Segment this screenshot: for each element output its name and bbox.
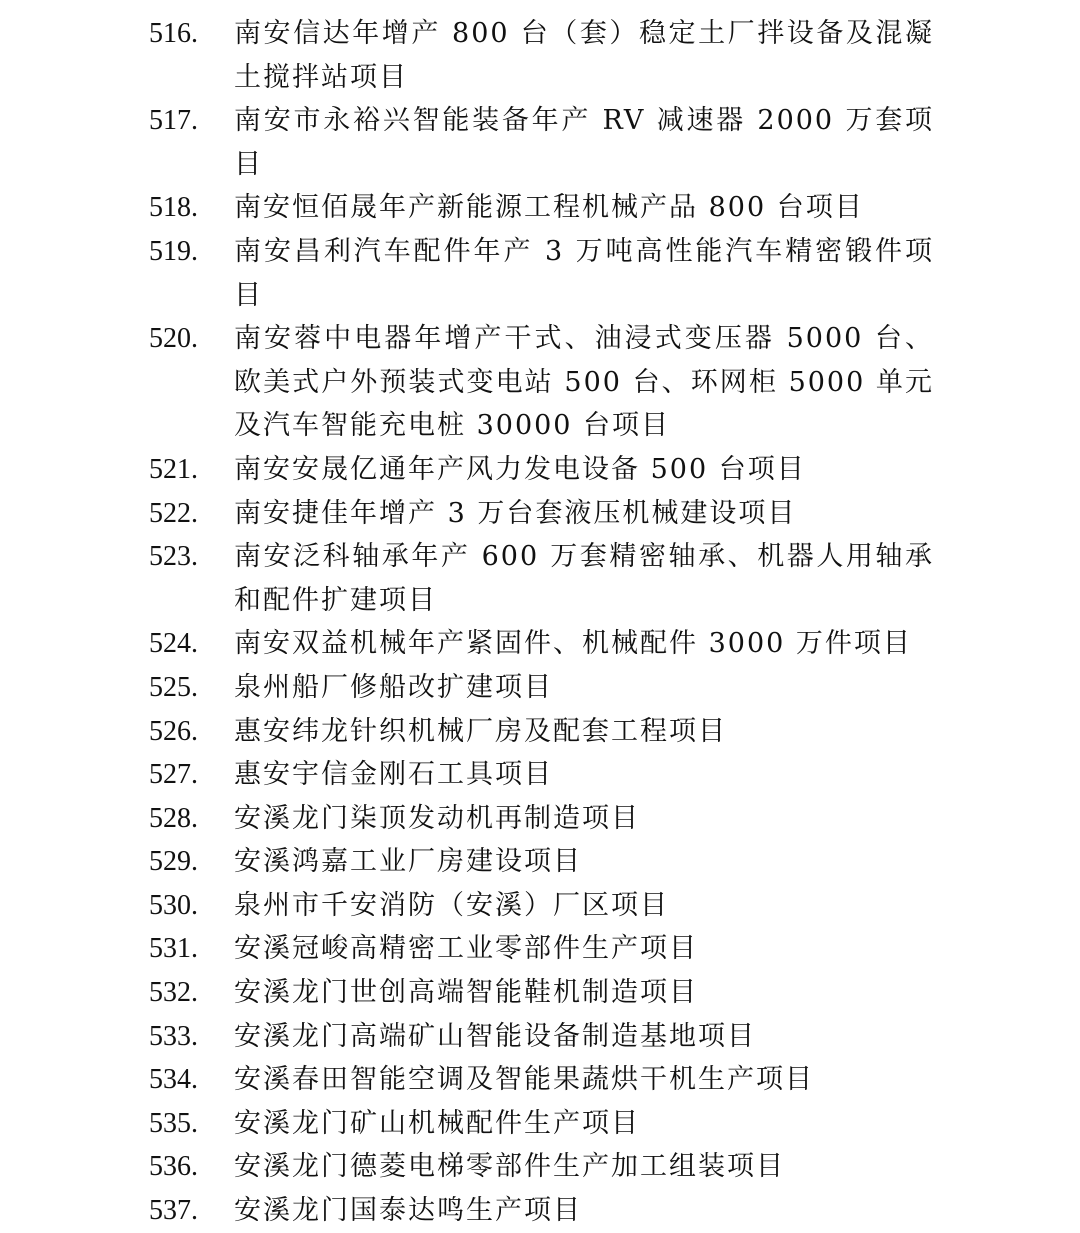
list-item — [0, 230, 1080, 317]
item-text: 南安安晟亿通年产风力发电设备 500 台项目 — [234, 453, 806, 485]
item-number: 516. — [149, 18, 198, 49]
list-item — [0, 492, 1080, 536]
item-number: 530. — [149, 889, 198, 921]
list-item — [0, 971, 1080, 1015]
item-number: 523. — [149, 541, 198, 573]
list-item — [0, 448, 1080, 492]
item-text: 南安泛科轴承年产 600 万套精密轴承、机器人用轴承和配件扩建项目 — [234, 541, 934, 616]
item-number: 529. — [149, 846, 198, 878]
item-number: 532. — [149, 977, 198, 1009]
item-number: 520. — [149, 323, 198, 355]
item-number: 522. — [149, 497, 198, 529]
item-text: 安溪冠峻高精密工业零部件生产项目 — [234, 933, 698, 965]
list-item — [0, 710, 1080, 754]
item-text: 惠安纬龙针织机械厂房及配套工程项目 — [234, 715, 727, 747]
item-text: 安溪龙门高端矿山智能设备制造基地项目 — [234, 1020, 756, 1052]
list-item — [0, 797, 1080, 841]
item-text: 安溪龙门矿山机械配件生产项目 — [234, 1107, 640, 1139]
list-item — [0, 1145, 1080, 1189]
item-number: 536. — [149, 1151, 198, 1183]
item-number: 517. — [149, 105, 198, 137]
item-text: 泉州船厂修船改扩建项目 — [234, 671, 553, 703]
item-text: 南安昌利汽车配件年产 3 万吨高性能汽车精密锻件项目 — [234, 235, 934, 311]
list-item — [0, 622, 1080, 666]
item-number: 525. — [149, 671, 198, 703]
list-item — [0, 12, 1080, 99]
item-number: 521. — [149, 453, 198, 485]
item-text: 安溪龙门柒顶发动机再制造项目 — [234, 802, 640, 834]
item-number: 527. — [149, 759, 198, 791]
item-text: 安溪龙门国泰达鸣生产项目 — [234, 1195, 582, 1227]
item-text: 南安蓉中电器年增产干式、油浸式变压器 5000 台、欧美式户外预装式变电站 500 台、环网柜 5000 单元及汽车智能充电桩 30000 台项目 — [234, 323, 934, 442]
list-item — [0, 666, 1080, 710]
list-item — [0, 1058, 1080, 1102]
item-text: 惠安宇信金刚石工具项目 — [234, 759, 553, 791]
item-number: 535. — [149, 1107, 198, 1139]
list-item — [0, 840, 1080, 884]
list-item — [0, 186, 1080, 230]
item-text: 南安双益机械年产紧固件、机械配件 3000 万件项目 — [234, 628, 912, 660]
list-item — [0, 927, 1080, 971]
item-text: 南安捷佳年增产 3 万台套液压机械建设项目 — [234, 497, 797, 529]
list-item — [0, 99, 1080, 186]
item-text: 南安市永裕兴智能装备年产 RV 减速器 2000 万套项目 — [234, 105, 934, 180]
item-text: 安溪龙门德菱电梯零部件生产加工组装项目 — [234, 1151, 785, 1183]
list-item — [0, 753, 1080, 797]
item-number: 534. — [149, 1064, 198, 1096]
project-list — [0, 12, 1080, 1233]
item-text: 安溪春田智能空调及智能果蔬烘干机生产项目 — [234, 1064, 814, 1096]
item-text: 南安恒佰晟年产新能源工程机械产品 800 台项目 — [234, 192, 864, 224]
list-item — [0, 1189, 1080, 1233]
item-number: 518. — [149, 192, 198, 224]
item-number: 531. — [149, 933, 198, 965]
item-text: 南安信达年增产 800 台（套）稳定土厂拌设备及混凝土搅拌站项目 — [234, 18, 934, 93]
item-number: 524. — [149, 628, 198, 660]
item-text: 安溪龙门世创高端智能鞋机制造项目 — [234, 977, 698, 1009]
list-item — [0, 535, 1080, 622]
item-text: 安溪鸿嘉工业厂房建设项目 — [234, 846, 582, 878]
list-item — [0, 1015, 1080, 1059]
item-number: 537. — [149, 1195, 198, 1227]
item-number: 526. — [149, 715, 198, 747]
item-number: 533. — [149, 1020, 198, 1052]
item-text: 泉州市千安消防（安溪）厂区项目 — [234, 889, 669, 921]
list-item — [0, 884, 1080, 928]
list-item — [0, 317, 1080, 448]
list-item — [0, 1102, 1080, 1146]
item-number: 519. — [149, 235, 198, 267]
item-number: 528. — [149, 802, 198, 834]
